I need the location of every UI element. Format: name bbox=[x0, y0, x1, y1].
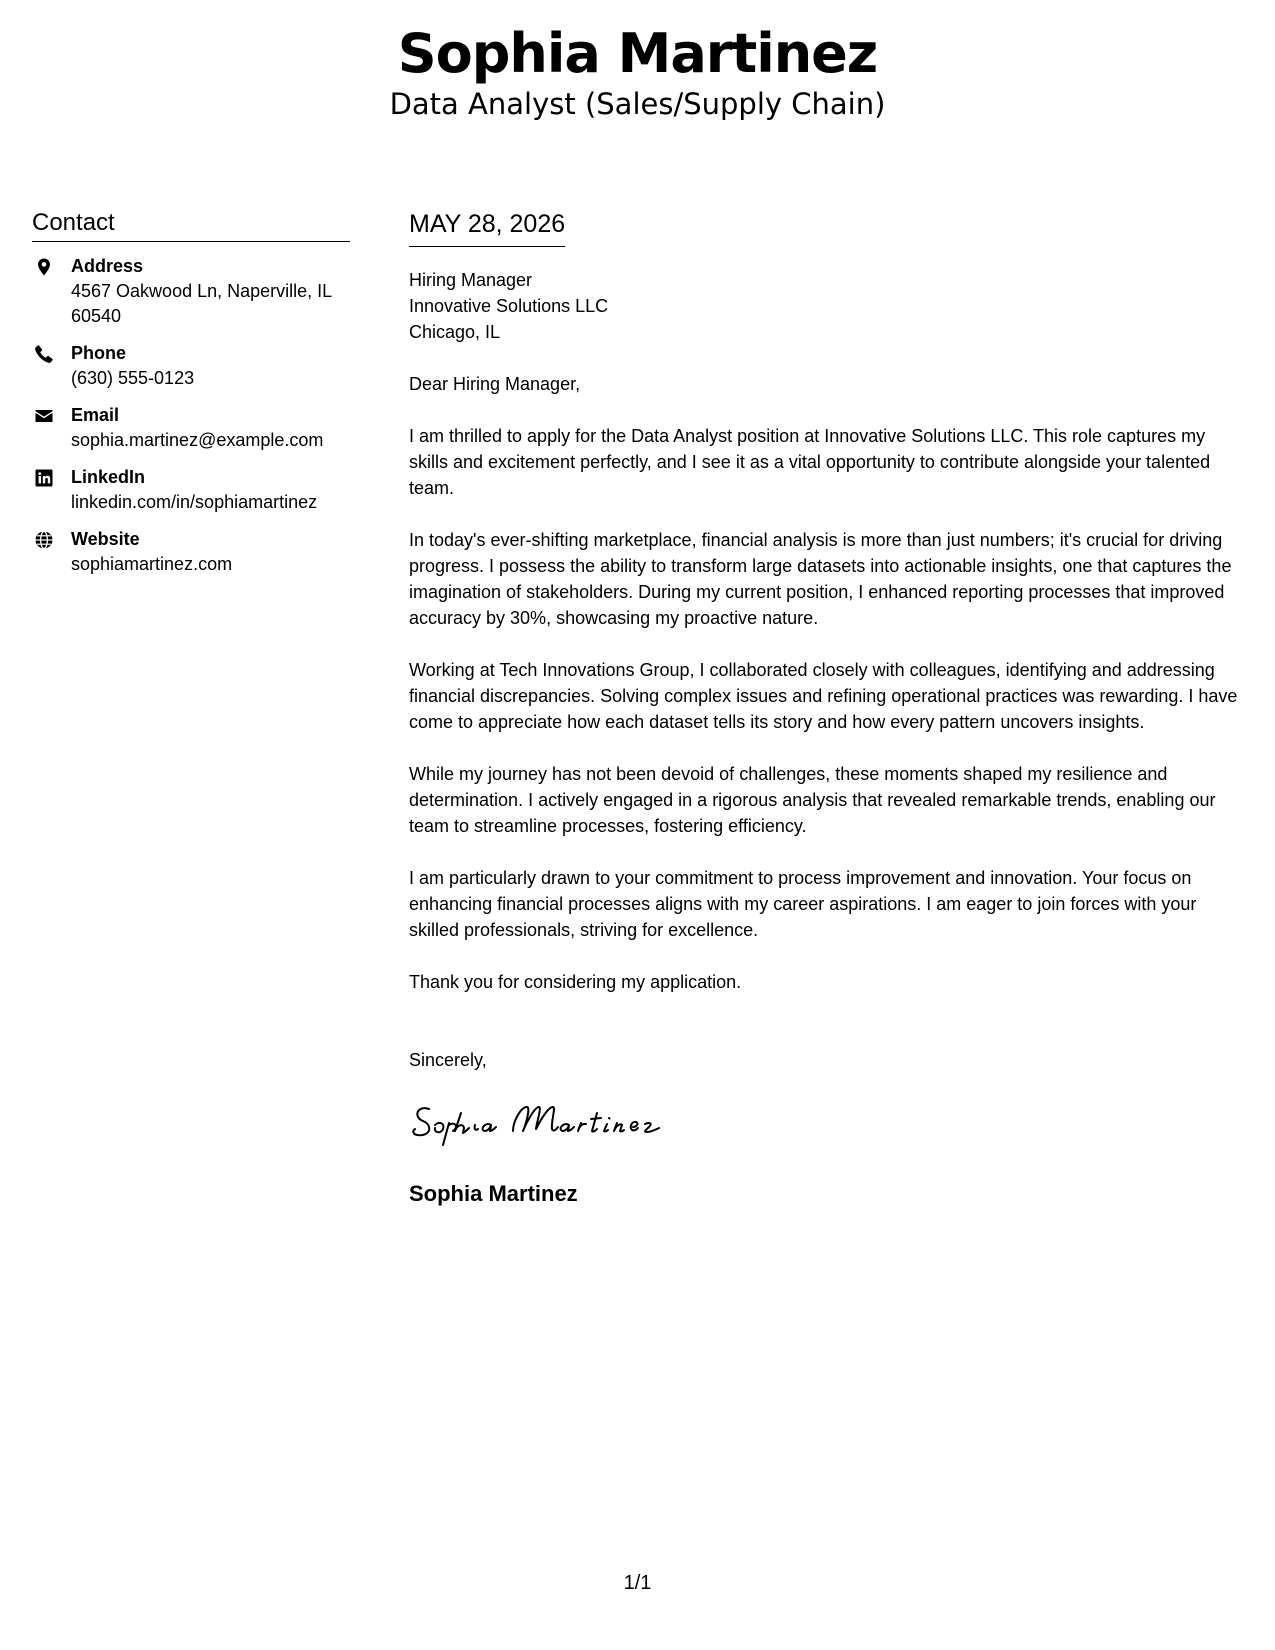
recipient-line: Innovative Solutions LLC bbox=[409, 296, 609, 316]
letter-header bbox=[0, 22, 1275, 122]
recipient-block bbox=[409, 267, 1249, 345]
letter-date: MAY 28, 2026 bbox=[409, 208, 565, 247]
salutation: Dear Hiring Manager, bbox=[409, 374, 581, 394]
phone-icon bbox=[34, 344, 54, 364]
signer-name: Sophia Martinez bbox=[409, 1181, 578, 1206]
recipient-line: Hiring Manager bbox=[409, 270, 533, 290]
body-paragraph: Working at Tech Innovations Group, I collaborated closely with colleagues, identifying and addressing financial discrepancies. Solving complex issues and refining operational practices was rewarding. I have come to appreciate how each dataset tells its story and how every pattern uncovers insights. bbox=[409, 660, 1238, 732]
contact-sidebar bbox=[32, 208, 350, 577]
applicant-title: Data Analyst (Sales/Supply Chain) bbox=[389, 87, 886, 121]
email-value: sophia.martinez@example.com bbox=[71, 430, 324, 450]
linkedin-value: linkedin.com/in/sophiamartinez bbox=[71, 492, 318, 512]
contact-phone bbox=[32, 341, 350, 391]
contact-heading: Contact bbox=[32, 208, 350, 242]
recipient-line: Chicago, IL bbox=[409, 322, 501, 342]
contact-list bbox=[32, 254, 350, 577]
page-number: 1/1 bbox=[623, 1572, 652, 1594]
map-pin-icon bbox=[34, 257, 54, 277]
contact-label: Email bbox=[71, 405, 120, 425]
contact-label: LinkedIn bbox=[71, 467, 146, 487]
address-value: 4567 Oakwood Ln, Naperville, IL 60540 bbox=[71, 281, 332, 326]
linkedin-icon bbox=[34, 468, 54, 488]
contact-label: Phone bbox=[71, 343, 127, 363]
body-paragraph: I am particularly drawn to your commitment to process improvement and innovation. Your focus on enhancing financial processes aligns with my career aspirations. I am eager to join forces with your skilled professionals, striving for excellence. bbox=[409, 868, 1197, 940]
contact-email bbox=[32, 403, 350, 453]
letter-body bbox=[409, 208, 1249, 1208]
website-value: sophiamartinez.com bbox=[71, 554, 233, 574]
closing-line: Sincerely, bbox=[409, 1050, 487, 1070]
applicant-name: Sophia Martinez bbox=[397, 22, 878, 85]
contact-address bbox=[32, 254, 350, 329]
body-paragraph: I am thrilled to apply for the Data Analyst position at Innovative Solutions LLC. This role captures my skills and excitement perfectly, and I see it as a vital opportunity to contribute alongside your talented team. bbox=[409, 426, 1211, 498]
handwritten-signature bbox=[409, 1095, 679, 1149]
contact-label: Address bbox=[71, 256, 144, 276]
body-paragraph: In today's ever-shifting marketplace, financial analysis is more than just numbers; it's crucial for driving progress. I possess the ability to transform large datasets into actionable insights, one that captures the imagination of stakeholders. During my current position, I enhanced reporting processes that improved accuracy by 30%, showcasing my proactive nature. bbox=[409, 530, 1232, 628]
envelope-icon bbox=[34, 406, 54, 426]
phone-value: (630) 555-0123 bbox=[71, 368, 195, 388]
contact-linkedin bbox=[32, 465, 350, 515]
body-paragraph: Thank you for considering my application. bbox=[409, 972, 742, 992]
contact-label: Website bbox=[71, 529, 140, 549]
body-paragraph: While my journey has not been devoid of challenges, these moments shaped my resilience and determination. I actively engaged in a rigorous analysis that revealed remarkable trends, enabling our team to streamline processes, fostering efficiency. bbox=[409, 764, 1216, 836]
contact-website bbox=[32, 527, 350, 577]
globe-icon bbox=[34, 530, 54, 550]
